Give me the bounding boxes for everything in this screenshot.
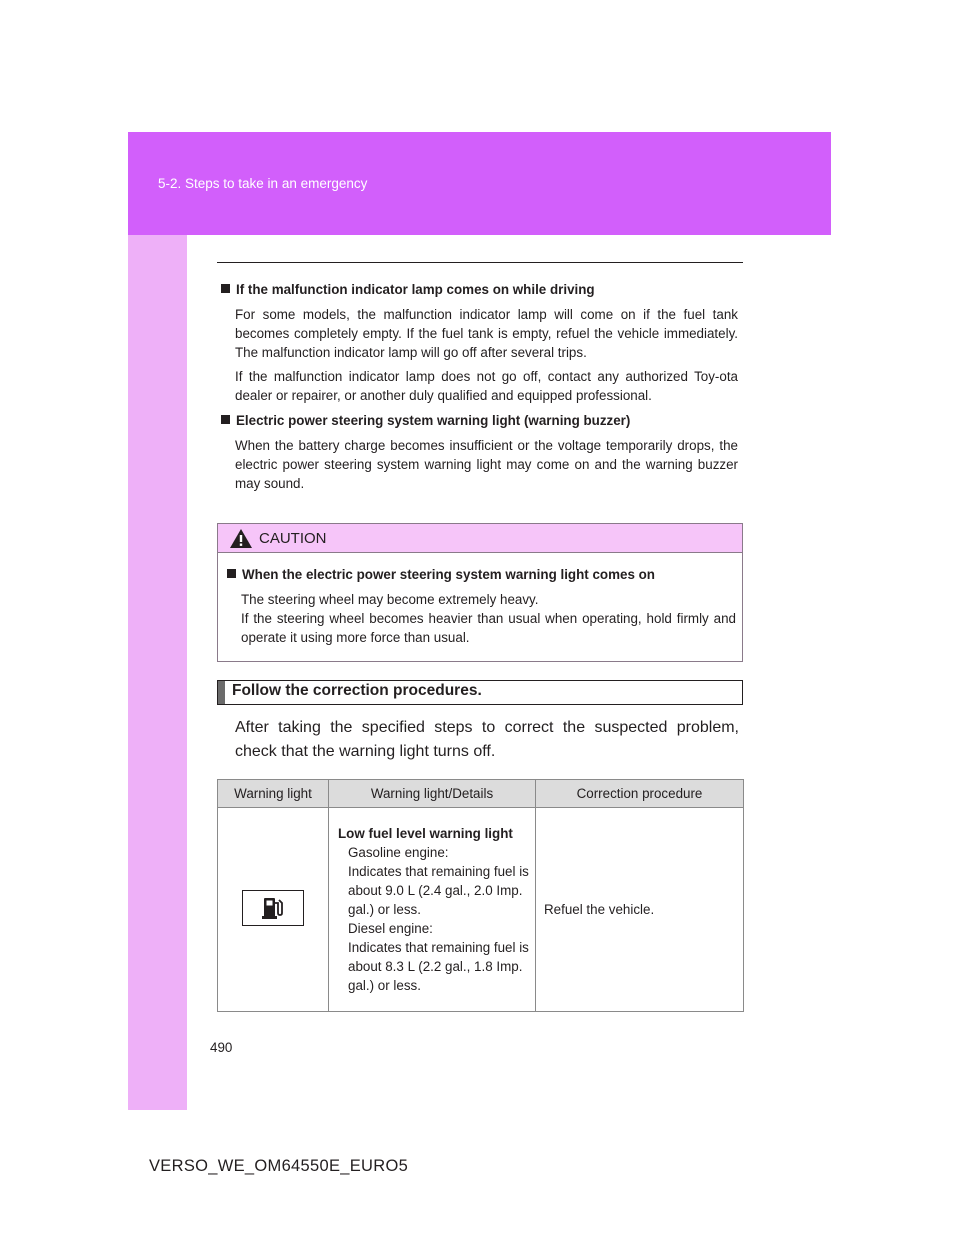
footer-code: VERSO_WE_OM64550E_EURO5 <box>149 1157 409 1175</box>
square-bullet-icon <box>221 415 230 424</box>
warning-light-table <box>217 779 744 1012</box>
details-cell <box>329 808 536 1012</box>
caution-label: CAUTION <box>259 530 327 547</box>
fuel-pump-icon <box>242 890 304 926</box>
top-rule <box>217 262 743 263</box>
warning-triangle-icon <box>230 529 252 548</box>
item-paragraph: If the malfunction indicator lamp does not go off, contact any authorized Toy-ota dealer or repairer, or another duly qualified and equipped professional. <box>235 369 738 403</box>
section-title: 5-2. Steps to take in an emergency <box>158 176 368 191</box>
step-title: Follow the correction procedures. <box>232 682 482 699</box>
table-row <box>218 808 744 1012</box>
caution-heading-text: When the electric power steering system warning light comes on <box>242 567 655 582</box>
item-paragraph: For some models, the malfunction indicator lamp will come on if the fuel tank becomes completely empty. If the fuel tank is empty, refuel the vehicle immediately. The malfunction indicator lamp will go off after several trips. <box>235 307 738 360</box>
col-header-procedure: Correction procedure <box>536 780 744 808</box>
table-header-row <box>218 780 744 808</box>
item-paragraph: When the battery charge becomes insufficient or the voltage temporarily drops, the electric power steering system warning light may come on and the warning buzzer may sound. <box>235 438 738 491</box>
step-marker <box>218 681 225 704</box>
page-number: 490 <box>210 1040 233 1055</box>
details-line: Gasoline engine: <box>348 845 449 860</box>
caution-box <box>217 523 743 662</box>
square-bullet-icon <box>227 569 236 578</box>
caution-line: If the steering wheel becomes heavier than usual when operating, hold firmly and operate it using more force than usual. <box>241 611 736 645</box>
details-title: Low fuel level warning light <box>338 826 513 841</box>
item-heading-text: If the malfunction indicator lamp comes on while driving <box>236 282 595 297</box>
details-line: Diesel engine: <box>348 921 433 936</box>
item-power-steering <box>218 411 738 493</box>
details-line: Indicates that remaining fuel is about 8.3 L (2.2 gal., 1.8 Imp. gal.) or less. <box>348 940 529 993</box>
warning-light-cell <box>218 808 329 1012</box>
step-text: After taking the specified steps to correct the suspected problem, check that the warning light turns off. <box>235 719 739 760</box>
item-malfunction-lamp <box>218 280 738 405</box>
caution-line: The steering wheel may become extremely heavy. <box>241 592 539 607</box>
item-heading <box>218 280 738 299</box>
step-heading-bar <box>217 680 743 705</box>
square-bullet-icon <box>221 284 230 293</box>
item-heading-text: Electric power steering system warning light (warning buzzer) <box>236 413 631 428</box>
col-header-warning-light: Warning light <box>218 780 329 808</box>
caution-body <box>218 553 742 647</box>
caution-header <box>218 524 742 553</box>
procedure-cell: Refuel the vehicle. <box>536 808 744 1012</box>
side-margin <box>128 235 187 1110</box>
col-header-details: Warning light/Details <box>329 780 536 808</box>
details-line: Indicates that remaining fuel is about 9.0 L (2.4 gal., 2.0 Imp. gal.) or less. <box>348 864 529 917</box>
caution-heading <box>224 565 736 584</box>
item-heading <box>218 411 738 430</box>
